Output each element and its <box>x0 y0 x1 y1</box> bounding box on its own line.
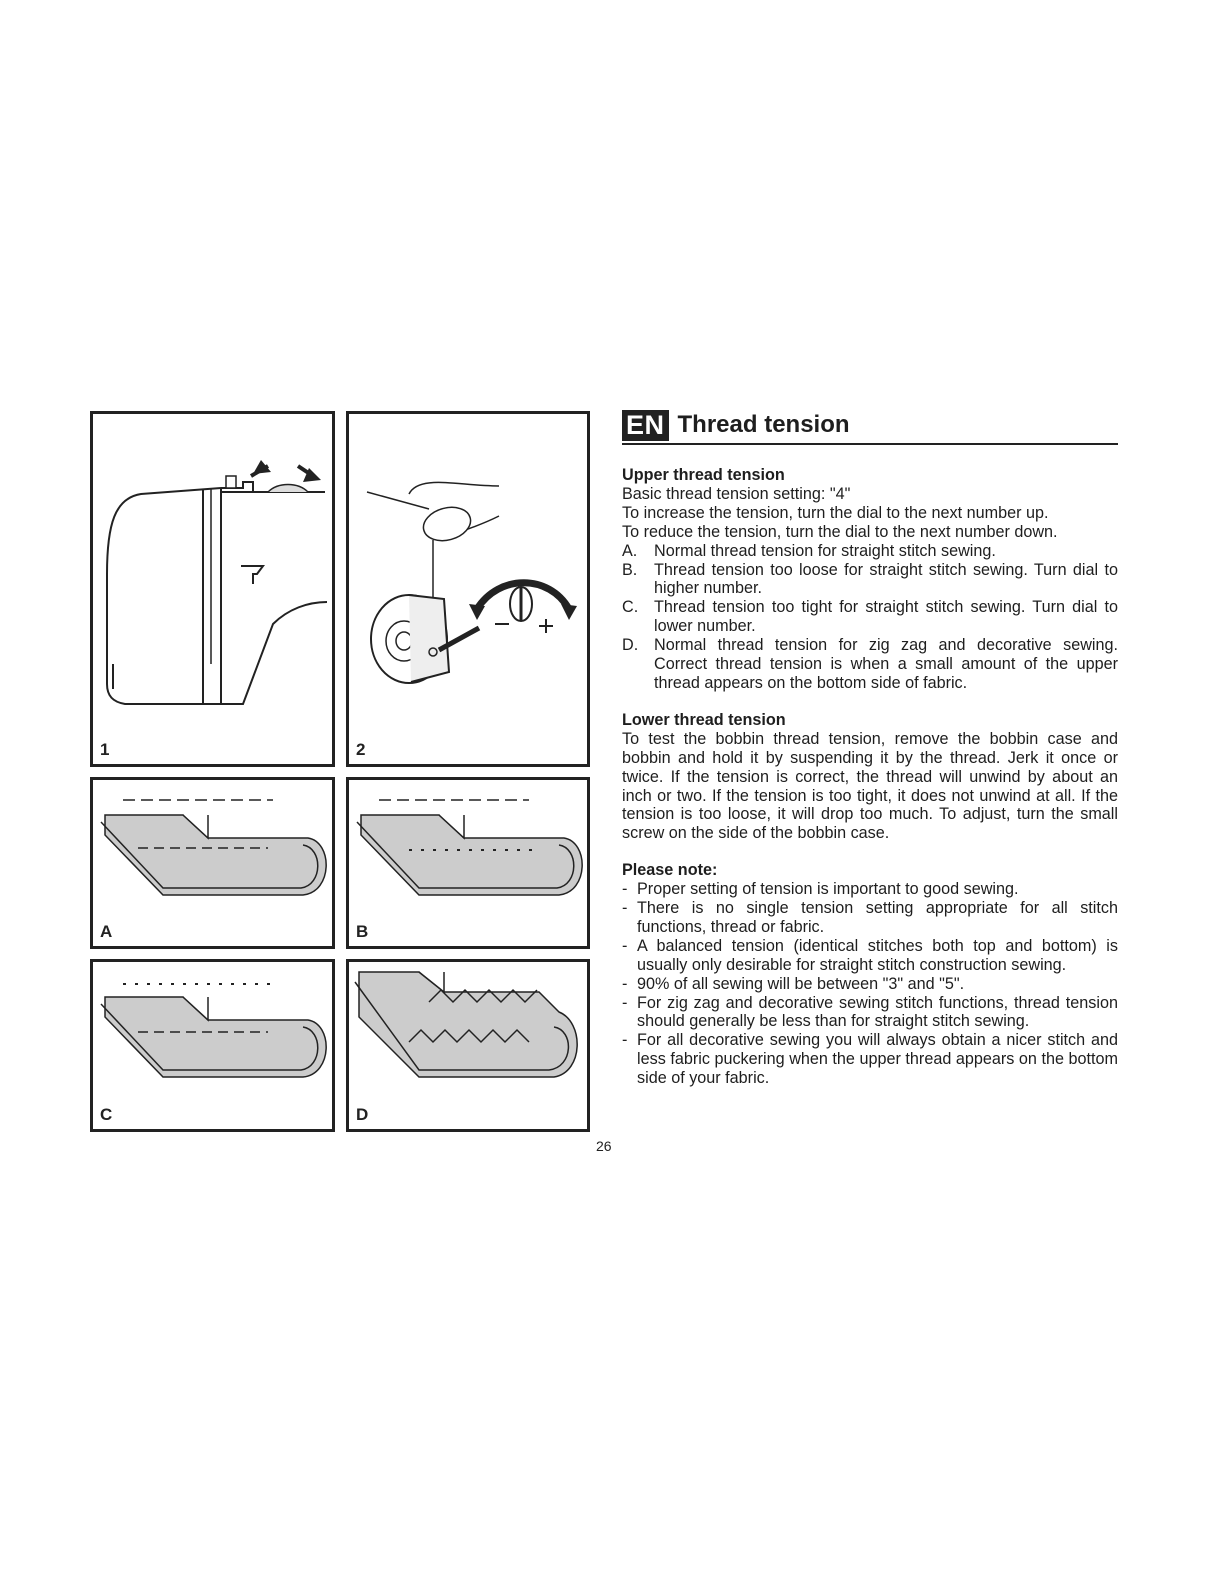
upper-line: To reduce the tension, turn the dial to the next number down. <box>622 522 1058 541</box>
page-title: Thread tension <box>677 410 850 438</box>
figure-a-normal-straight-stitch <box>90 777 335 949</box>
list-item: - Proper setting of tension is important to good sewing. <box>622 880 1019 899</box>
figure-label: C <box>100 1105 113 1124</box>
figure-2-bobbin-case <box>346 411 590 767</box>
sewing-machine-illustration <box>93 414 332 764</box>
list-item: - 90% of all sewing will be between "3" and "5". <box>622 974 965 993</box>
figure-1-tension-dial <box>90 411 335 767</box>
list-item: - For all decorative sewing you will always obtain a nicer stitch and less fabric puckering when the upper thread appears on the bottom side of your fabric. <box>622 1031 1118 1088</box>
list-item: A. Normal thread tension for straight stitch sewing. <box>622 541 996 560</box>
fabric-stitch-illustration <box>349 780 587 946</box>
figure-label: 1 <box>100 740 110 759</box>
fabric-stitch-illustration <box>93 780 332 946</box>
upper-line: To increase the tension, turn the dial to the next number up. <box>622 503 1049 522</box>
note-heading: Please note: <box>622 861 718 880</box>
text-column <box>622 408 1118 1088</box>
section-heading <box>622 408 1118 445</box>
figure-d-zigzag-tension <box>346 959 590 1132</box>
fabric-stitch-illustration <box>349 962 587 1129</box>
page-number: 26 <box>596 1138 612 1154</box>
figure-c-tight-tension <box>90 959 335 1132</box>
upper-line: Basic thread tension setting: "4" <box>622 484 851 503</box>
bobbin-case-illustration <box>349 414 587 764</box>
lower-tension-heading: Lower thread tension <box>622 710 786 729</box>
figure-label: A <box>100 922 113 941</box>
figure-label: B <box>356 922 369 941</box>
fabric-stitch-illustration <box>93 962 332 1129</box>
list-item: C. Thread tension too tight for straight stitch sewing. Turn dial to lower number. <box>622 598 1118 636</box>
list-item: - A balanced tension (identical stitches both top and bottom) is usually only desirable for straight stitch construction sewing. <box>622 936 1118 974</box>
upper-tension-heading: Upper thread tension <box>622 466 785 484</box>
figure-label: D <box>356 1105 369 1124</box>
list-item: - For zig zag and decorative sewing stitch functions, thread tension should generally be less than for straight stitch sewing. <box>622 993 1118 1031</box>
figure-b-loose-tension <box>346 777 590 949</box>
language-badge: EN <box>622 410 669 441</box>
list-item: - There is no single tension setting appropriate for all stitch functions, thread or fabric. <box>622 899 1118 936</box>
list-item: D. Normal thread tension for zig zag and decorative sewing. Correct thread tension is when a small amount of the upper thread appears on the bottom side of fabric. <box>622 636 1118 692</box>
figure-label: 2 <box>356 740 366 759</box>
lower-tension-text: To test the bobbin thread tension, remove the bobbin case and bobbin and hold it by suspending it by the thread. Jerk it once or twice. If the tension is correct, the thread will unwind by about an inch or two. If the tension is too tight, it does not unwind at all. If the tension is too loose, it will drop too much. To adjust, turn the small screw on the side of the bobbin case. <box>622 729 1118 843</box>
list-item: B. Thread tension too loose for straight stitch sewing. Turn dial to higher number. <box>622 560 1118 598</box>
